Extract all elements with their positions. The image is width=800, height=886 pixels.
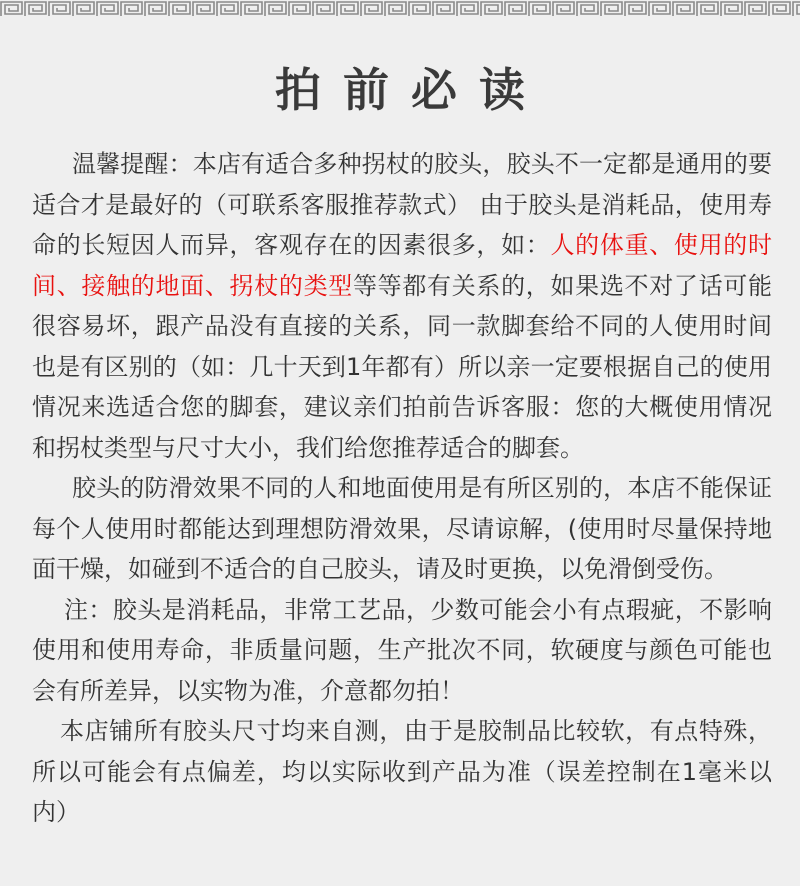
paragraph-reminder bbox=[32, 144, 772, 468]
reminder-rest-text: 等等都有关系的，如果选不对了话可能很容易坏，跟产品没有直接的关系，同一款脚套给不同的人使用时间也是有区别的（如：几十天到1年都有）所以亲一定要根据自己的使用情况来选适合您的脚套，建议亲们拍前告诉客服：您的大概使用情况和拐杖类型与尺寸大小，我们给您推荐适合的脚套。 bbox=[32, 271, 773, 462]
paragraph-size: 本店铺所有胶头尺寸均来自测，由于是胶制品比较软，有点特殊，所以可能会有点偏差，均以实际收到产品为准（误差控制在1毫米以内） bbox=[32, 717, 772, 826]
decorative-fret-border bbox=[0, 0, 800, 18]
paragraph-anti-slip: 胶头的防滑效果不同的人和地面使用是有所区别的，本店不能保证每个人使用时都能达到理想防滑效果，尽请谅解，(使用时尽量保持地面干燥，如碰到不适合的自己胶头，请及时更换，以免滑倒受伤。 bbox=[32, 474, 772, 583]
notice-content bbox=[32, 144, 772, 833]
reminder-intro-text: 温馨提醒：本店有适合多种拐杖的胶头，胶头不一定都是通用的要适合才是最好的（可联系客服推荐款式） 由于胶头是消耗品，使用寿命的长短因人而异，客观存在的因素很多，如： bbox=[32, 150, 772, 259]
highlighted-factors-text: 人的体重、使用的时间、接触的地面、拐杖的类型 bbox=[32, 231, 773, 300]
paragraph-note: 注：胶头是消耗品，非常工艺品，少数可能会小有点瑕疵，不影响使用和使用寿命，非质量问题，生产批次不同，软硬度与颜色可能也会有所差异，以实物为准，介意都勿拍！ bbox=[32, 595, 772, 705]
page-title: 拍前必读 bbox=[275, 63, 547, 117]
fret-pattern-icon bbox=[0, 0, 800, 18]
